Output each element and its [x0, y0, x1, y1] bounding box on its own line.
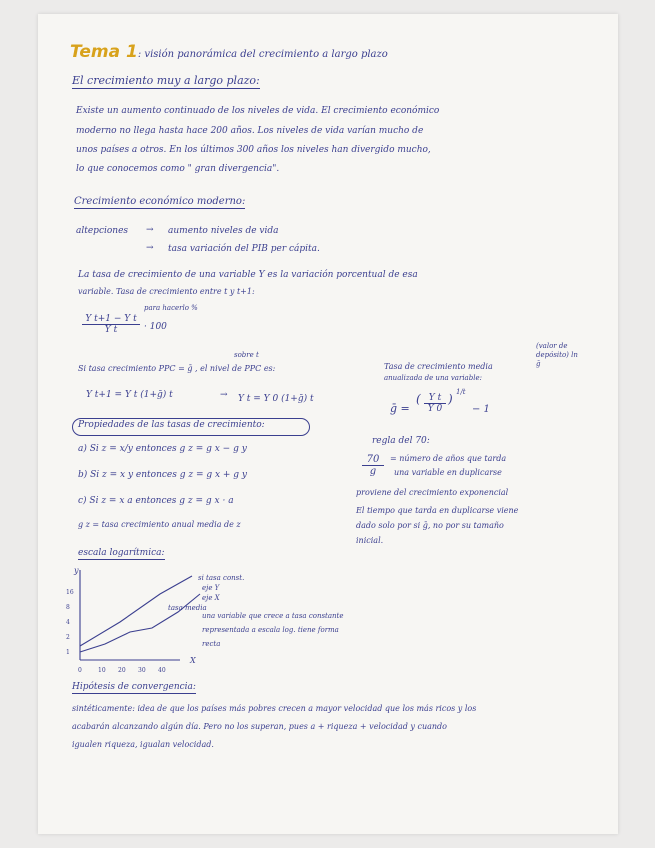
- annotation-eje-x: eje X: [202, 594, 220, 602]
- page-title: [70, 42, 388, 62]
- x-tick-label: 40: [158, 667, 166, 674]
- property-b: b) Si z = x y entonces g z = g x + g y: [78, 470, 248, 480]
- rule70-num: 70: [366, 454, 380, 465]
- x-tick-label: 20: [118, 667, 126, 674]
- g-eq-end: − 1: [472, 404, 490, 415]
- arrow-icon-2: →: [146, 243, 154, 253]
- average-rate-line: [80, 594, 200, 652]
- log-chart-heading: escala logarítmica:: [78, 548, 165, 558]
- y-tick-label: 8: [66, 604, 70, 611]
- g-eq-num: Y t: [428, 393, 442, 403]
- g-eq-fraction: [424, 393, 446, 414]
- arrow-icon-1: →: [146, 225, 154, 235]
- log-desc-2: representada a escala log. tiene forma: [202, 626, 339, 634]
- log-chart-x-label: X: [190, 656, 196, 665]
- section1-line-4: lo que conocemos como " gran divergencia".: [76, 164, 280, 174]
- annotation-eje-y: eje Y: [202, 584, 220, 592]
- title-tema: Tema 1: [70, 42, 138, 62]
- properties-heading: Propiedades de las tasas de crecimiento:: [78, 420, 265, 430]
- acepcion-b: tasa variación del PIB per cápita.: [168, 244, 320, 254]
- paren-open-icon: (: [416, 392, 421, 406]
- right-note-1: Tasa de crecimiento media: [384, 362, 493, 371]
- property-c: c) Si z = x a entonces g z = g x · a: [78, 496, 234, 506]
- rule70-desc-2: una variable en duplicarse: [394, 468, 502, 477]
- log-desc-1: una variable que crece a tasa constante: [202, 612, 344, 620]
- log-chart-y-label: y: [74, 566, 79, 575]
- acepcion-a: aumento niveles de vida: [168, 226, 279, 236]
- section1-line-1: Existe un aumento continuado de los niveles de vida. El crecimiento económico: [76, 106, 440, 116]
- log-desc-3: recta: [202, 640, 221, 648]
- annotation-media: tasa media: [168, 604, 207, 612]
- g-eq-den: Y 0: [424, 403, 446, 414]
- notebook-page: [38, 14, 618, 834]
- arrow-icon-3: →: [220, 390, 228, 400]
- section3-line-1: sintéticamente: idea de que los países más pobres crecen a mayor velocidad que los más ricos y los: [72, 704, 477, 713]
- y-ticks: [66, 589, 74, 656]
- rule70-desc-4: El tiempo que tarda en duplicarse viene: [356, 506, 519, 515]
- fraction-denominator: Y t: [82, 324, 140, 335]
- x-tick-label: 30: [138, 667, 146, 674]
- equation-b: Y t = Y 0 (1+ḡ) t: [238, 394, 314, 404]
- y-tick-label: 2: [66, 634, 70, 641]
- fraction-multiplier: · 100: [144, 322, 167, 332]
- rule70-desc-6: inicial.: [356, 536, 384, 545]
- y-tick-label: 16: [66, 589, 74, 596]
- section2-heading: Crecimiento económico moderno:: [74, 196, 246, 207]
- rule70-desc-3: proviene del crecimiento exponencial: [356, 488, 509, 497]
- y-tick-label: 4: [66, 619, 70, 626]
- rule70-den: g: [362, 465, 384, 477]
- paren-close-icon: ): [448, 392, 453, 406]
- rule70-fraction: [362, 454, 384, 477]
- right-note-2: anualizada de una variable:: [384, 374, 482, 382]
- acepciones-label: altepciones: [76, 226, 129, 236]
- note-sobre-t: sobre t: [234, 351, 259, 359]
- equation-a: Y t+1 = Y t (1+ḡ) t: [86, 390, 173, 400]
- definition-line-2: variable. Tasa de crecimiento entre t y t+1:: [78, 287, 255, 296]
- y-tick-label: 1: [66, 649, 70, 656]
- right-side-note: (valor de depósito) ln ḡ: [536, 342, 578, 368]
- rule70-desc-1: = número de años que tarda: [390, 454, 507, 463]
- growth-text: Si tasa crecimiento PPC = ḡ , el nivel de PPC es:: [78, 364, 276, 373]
- fraction-numerator: Y t+1 − Y t: [85, 314, 137, 324]
- x-tick-label: 0: [78, 667, 82, 674]
- title-rest: : visión panorámica del crecimiento a largo plazo: [137, 49, 388, 60]
- definition-line-1: La tasa de crecimiento de una variable Y es la variación porcentual de esa: [78, 270, 418, 280]
- section1-heading: El crecimiento muy a largo plazo:: [72, 74, 260, 87]
- section3-line-2: acabarán alcanzando algún día. Pero no los superan, pues a + riqueza + velocidad y cuando: [72, 722, 447, 731]
- rule70-heading: regla del 70:: [372, 436, 430, 446]
- property-a: a) Si z = x/y entonces g z = g x − g y: [78, 444, 247, 454]
- annotation-const: si tasa const.: [198, 574, 245, 582]
- section1-line-2: moderno no llega hasta hace 200 años. Los niveles de vida varían mucho de: [76, 126, 424, 136]
- section3-line-3: igualen riqueza, igualan velocidad.: [72, 740, 214, 749]
- rule70-desc-5: dado solo por si ḡ, no por su tamaño: [356, 521, 504, 530]
- g-eq-left: ḡ =: [390, 402, 410, 415]
- x-tick-label: 10: [98, 667, 106, 674]
- x-ticks: [78, 667, 166, 674]
- section1-line-3: unos países a otros. En los últimos 300 años los niveles han divergido mucho,: [76, 145, 431, 155]
- growth-fraction: [82, 314, 140, 335]
- property-gz: g z = tasa crecimiento anual media de z: [78, 520, 241, 529]
- section3-heading: Hipótesis de convergencia:: [72, 682, 196, 692]
- note-percent: para hacerlo %: [144, 304, 198, 312]
- g-eq-exp: 1/t: [456, 388, 466, 396]
